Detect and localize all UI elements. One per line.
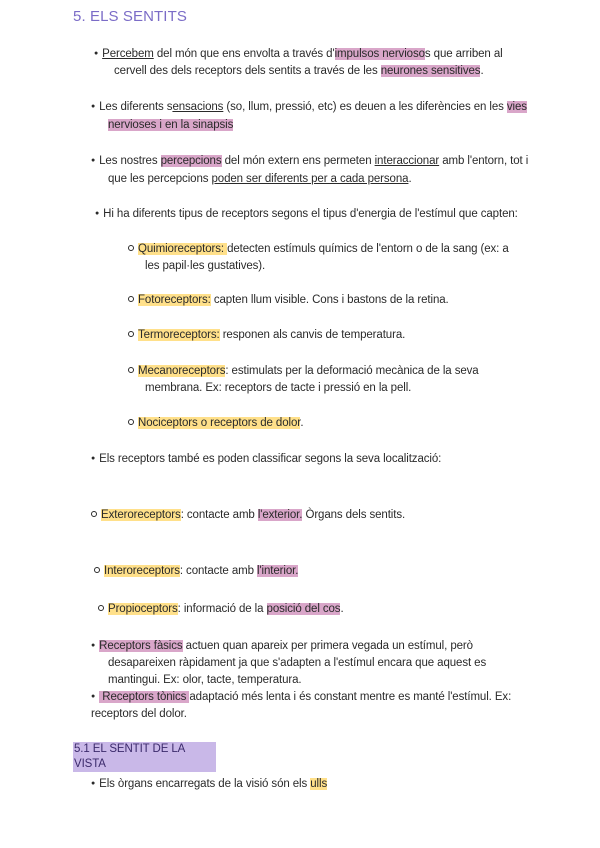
highlight: ulls — [310, 778, 328, 790]
text: responen als canvis de temperatura. — [219, 329, 406, 341]
paragraph-receptors-fasics — [91, 638, 473, 656]
highlight: Quimioreceptors: — [138, 243, 228, 255]
list-item-mecanoreceptors — [128, 363, 479, 380]
paragraph-percebem-line2 — [114, 63, 484, 80]
text: actuen quan apareix per primera vegada un estímul, però — [182, 640, 473, 652]
text: interaccionar — [374, 155, 440, 167]
list-item-quimioreceptors-line2 — [145, 258, 265, 275]
text: detecten estímuls químics de l'entorn o de la sang (ex: a — [227, 243, 509, 255]
list-item-termoreceptors — [128, 327, 405, 344]
list-item-interoreceptors — [94, 563, 298, 580]
text: desapareixen ràpidament ja que s'adapten a l'estímul encara que aquest es — [108, 657, 487, 669]
list-item-fotoreceptors — [128, 292, 449, 309]
paragraph-receptors-tonics — [91, 689, 511, 707]
text: Percebem — [102, 48, 154, 60]
text: Hi ha diferents tipus de receptors segons el tipus d'energia de l'estímul que capten: — [103, 208, 518, 220]
highlight: Mecanoreceptors — [138, 365, 226, 377]
section-title: 5.1 EL SENTIT DE LA VISTA — [73, 742, 216, 772]
text: Les nostres — [99, 155, 161, 167]
text: que les percepcions — [108, 173, 212, 185]
text: Els receptors també es poden classificar segons la seva localització: — [99, 453, 442, 465]
paragraph-localitzacio — [91, 451, 441, 469]
list-item-propioceptors — [98, 601, 344, 618]
highlight: Interoreceptors — [104, 565, 180, 577]
text: del món extern ens permeten — [221, 155, 375, 167]
highlight: l'interior. — [256, 565, 299, 577]
highlight: Nociceptors o receptors de dolor — [138, 417, 301, 429]
text: membrana. Ex: receptors de tacte i pressió en la pell. — [145, 382, 412, 394]
text: . — [300, 417, 304, 429]
paragraph-receptors-fasics-line2 — [108, 655, 486, 672]
text: cervell des dels receptors dels sentits a través de les — [114, 65, 381, 77]
text: les papil·les gustatives). — [145, 260, 266, 272]
highlight: neurones sensitives — [380, 65, 481, 77]
text: ensacions — [172, 101, 224, 113]
highlight: l'exterior. — [257, 509, 303, 521]
paragraph-receptors-tonics-line2 — [91, 706, 187, 723]
highlight: Exteroreceptors — [101, 509, 181, 521]
text: adaptació més lenta i és constant mentre es manté l'estímul. Ex: — [189, 691, 512, 703]
text: : contacte amb — [179, 565, 257, 577]
paragraph-tipus-receptors — [95, 206, 518, 224]
text: . — [408, 173, 412, 185]
text: Les diferents s — [99, 101, 173, 113]
text: mantingui. Ex: olor, tacte, temperatura. — [108, 674, 302, 686]
text: capten llum visible. Cons i bastons de la retina. — [210, 294, 449, 306]
text: poden ser diferents per a cada persona — [211, 173, 409, 185]
paragraph-percebem — [94, 46, 503, 64]
text: . — [480, 65, 484, 77]
page-title: 5. ELS SENTITS — [73, 8, 187, 25]
highlight: Receptors tònics — [99, 691, 190, 703]
highlight: Fotoreceptors: — [138, 294, 211, 306]
text: : estimulats per la deformació mecànica de la seva — [225, 365, 479, 377]
highlight: Termoreceptors: — [138, 329, 220, 341]
paragraph-receptors-fasics-line3 — [108, 672, 302, 689]
text: . — [340, 603, 344, 615]
paragraph-sensacions — [91, 99, 527, 117]
text: Els òrgans encarregats de la visió són els — [99, 778, 311, 790]
text: Òrgans dels sentits. — [302, 509, 406, 521]
paragraph-ulls — [91, 776, 327, 794]
highlight: Receptors fàsics — [99, 640, 183, 652]
highlight: impulsos nervioso — [334, 48, 425, 60]
list-item-quimioreceptors — [128, 241, 509, 258]
text: del món que ens envolta a través d' — [153, 48, 335, 60]
list-item-mecanoreceptors-line2 — [145, 380, 411, 397]
text: amb l'entorn, tot i — [439, 155, 529, 167]
highlight: posició del cos — [266, 603, 341, 615]
list-item-nociceptors — [128, 415, 303, 432]
highlight: Propioceptors — [108, 603, 178, 615]
text: : contacte amb — [180, 509, 258, 521]
highlight: nervioses i en la sinapsis — [108, 119, 234, 131]
text: receptors del dolor. — [91, 708, 187, 720]
highlight: percepcions — [160, 155, 222, 167]
list-item-exteroreceptors — [91, 507, 405, 524]
paragraph-sensacions-line2 — [108, 117, 233, 134]
paragraph-percepcions — [91, 153, 528, 171]
highlight: vies — [506, 101, 527, 113]
text: (so, llum, pressió, etc) es deuen a les diferències en les — [223, 101, 507, 113]
text: : informació de la — [177, 603, 267, 615]
text: s que arriben al — [424, 48, 503, 60]
paragraph-percepcions-line2 — [108, 171, 412, 188]
